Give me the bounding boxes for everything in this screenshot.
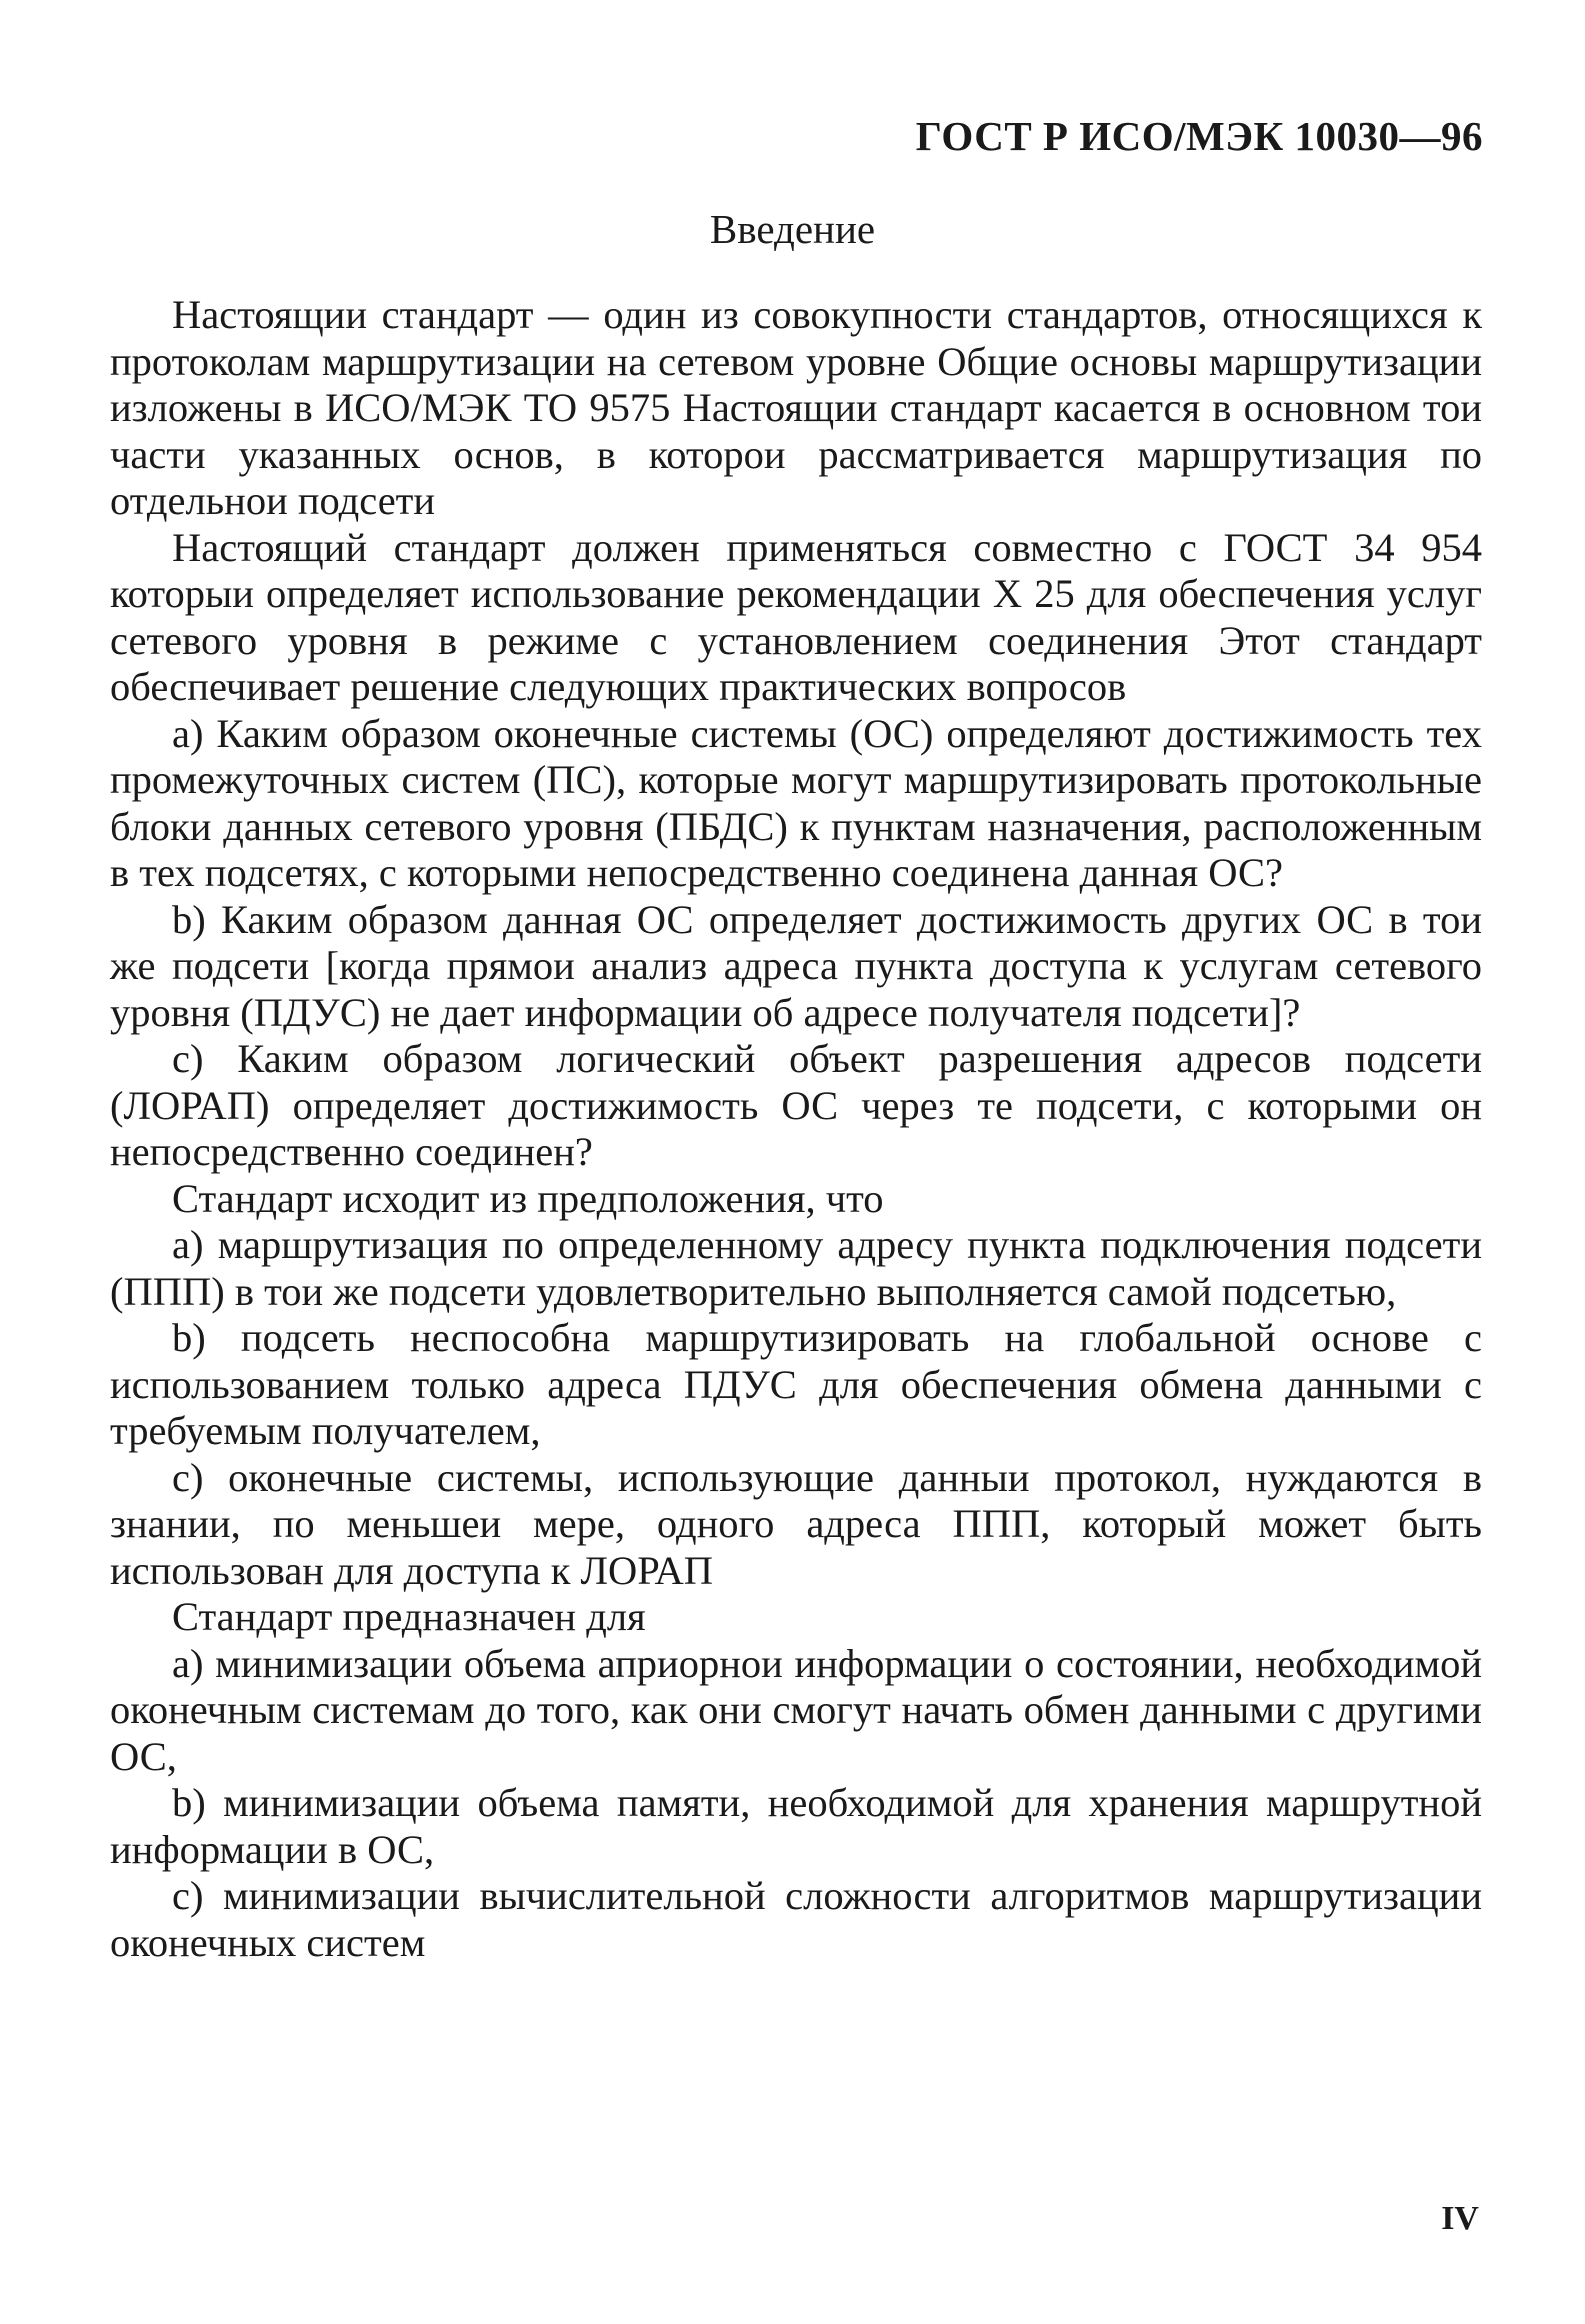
list-item: а) маршрутизация по определенному адресу пункта подключения подсети (ППП) в тои же подсети удовлетворительно выполняется самой подсетью,: [110, 1222, 1482, 1314]
list-item: с) оконечные системы, использующие данныи протокол, нуждаются в знании, по меньшеи мере, одного адреса ППП, который может быть использован для доступа к ЛОРАП: [110, 1454, 1482, 1593]
document-code: ГОСТ Р ИСО/МЭК 10030—96: [915, 113, 1483, 159]
paragraph: Стандарт исходит из предположения, что: [172, 1175, 884, 1221]
list-item: а) Каким образом оконечные системы (ОС) определяют достижимость тех промежуточных систем (ПС), которые могут маршрутизировать протокольные блоки данных сетевого уровня (ПБДС) к пунктам назначения, расположенным в тех подсетях, с которыми непосредственно соединена данная ОС?: [110, 710, 1482, 895]
page-number: IV: [1441, 2200, 1479, 2237]
list-item: с) Каким образом логический объект разрешения адресов подсети (ЛОРАП) определяет достижимость ОС через те подсети, с которыми он непосредственно соединен?: [110, 1036, 1482, 1174]
list-item: b) минимизации объема памяти, необходимой для хранения маршрутной информации в ОС,: [110, 1780, 1482, 1872]
list-item: а) минимизации объема априорнои информации о состоянии, необходимой оконечным системам до того, как они смогут начать обмен данными с другими ОС,: [110, 1640, 1482, 1779]
paragraph: Стандарт предназначен для: [172, 1594, 646, 1639]
paragraph: Настоящии стандарт — один из совокупности стандартов, относящихся к протоколам маршрутизации на сетевом уровне Общие основы маршрутизации изложены в ИСО/МЭК ТО 9575 Настоящии стандарт касается в основном тои части указанных основ, в которои рассматривается маршрутизация по отдельнои подсети: [110, 292, 1482, 523]
section-title: Введение: [709, 206, 876, 252]
list-item: с) минимизации вычислительной сложности алгоритмов маршрутизации оконечных систем: [110, 1873, 1482, 1965]
paragraph: Настоящий стандарт должен применяться совместно с ГОСТ 34 954 которыи определяет использование рекомендации Х 25 для обеспечения услуг сетевого уровня в режиме с установлением соединения Этот стандарт обеспечивает решение следующих практических вопросов: [110, 524, 1482, 709]
list-item: b) Каким образом данная ОС определяет достижимость других ОС в тои же подсети [когда прямои анализ адреса пункта доступа к услугам сетевого уровня (ПДУС) не дает информации об адресе получателя подсети]?: [110, 896, 1482, 1035]
list-item: b) подсеть неспособна маршрутизировать на глобальной основе с использованием только адреса ПДУС для обеспечения обмена данными с требуемым получателем,: [110, 1315, 1482, 1453]
body-text: [110, 292, 1482, 1966]
